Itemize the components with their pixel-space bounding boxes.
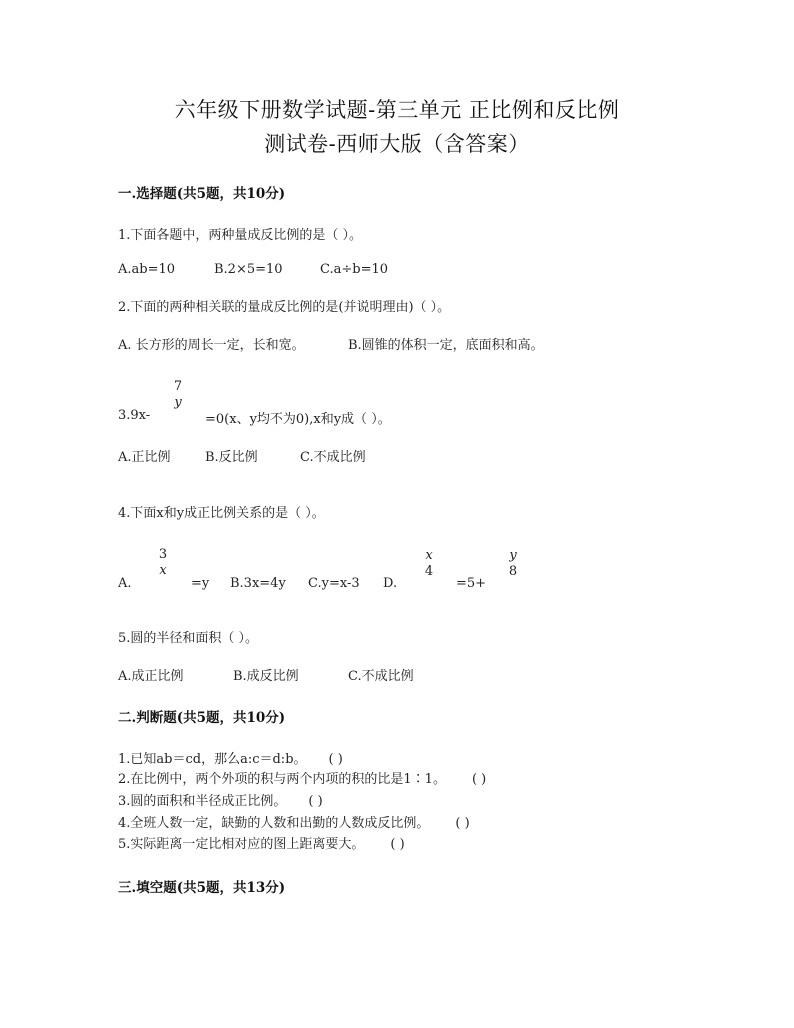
q4-option-d-denominator1: 4 [424,564,434,579]
q5-option-c: C.不成比例 [348,669,414,684]
q4-option-a-suffix: =y [191,576,210,591]
q3-option-a: A.正比例 [118,450,171,465]
judge-item-4 [118,812,470,831]
judge-item-3-blank: ( ) [308,794,323,809]
q4-option-c: C.y=x-3 [308,576,360,591]
q1-stem: 1.下面各题中，两种量成反比例的是（ ）。 [118,228,363,243]
q2-stem: 2.下面的两种相关联的量成反比例的是(并说明理由)（ ）。 [118,300,451,315]
q5-stem: 5.圆的半径和面积（ ）。 [118,631,259,646]
q4-option-a-numerator: 3 [158,547,168,562]
q4-option-d-numerator2: y [509,548,517,563]
page-title-line2: 测试卷-西师大版（含答案） [264,132,530,156]
judge-item-4-blank: ( ) [455,816,470,831]
judge-item-2-blank: ( ) [471,772,487,787]
q1-option-b: B.2×5=10 [214,262,283,277]
q5-option-a: A.成正比例 [118,669,184,684]
judge-item-3 [118,790,323,809]
q4-option-d-fraction1 [421,548,437,580]
q5-option-b: B.成反比例 [233,669,299,684]
q3-option-b: B.反比例 [205,450,258,465]
q4-option-d-denominator2: 8 [508,564,518,579]
q4-option-a-fraction [155,547,171,579]
q2-option-a: A. 长方形的周长一定，长和宽。 [118,338,305,353]
judge-item-3-text: 3.圆的面积和半径成正比例。 [118,794,287,809]
q4-option-d-mid: =5+ [456,576,487,591]
page-title-line1: 六年级下册数学试题-第三单元 正比例和反比例 [174,98,620,122]
judge-item-4-text: 4.全班人数一定，缺勤的人数和出勤的人数成反比例。 [118,816,430,831]
q1-option-a: A.ab=10 [118,262,176,277]
judge-item-1-text: 1.已知ab＝cd，那么a:c＝d:b。 [118,752,307,767]
q3-fraction-numerator: 7 [173,379,183,394]
q3-suffix: =0(x、y均不为0),x和y成（ ）。 [205,412,391,427]
q4-option-b: B.3x=4y [230,576,286,591]
q3-prefix: 3.9x- [118,408,151,423]
section3-heading: 三.填空题(共5题，共13分) [118,880,286,896]
section1-heading: 一.选择题(共5题，共10分) [118,186,286,202]
q4-stem: 4.下面x和y成正比例关系的是（ ）。 [118,506,325,521]
judge-item-1-blank: ( ) [328,752,343,767]
q3-option-c: C.不成比例 [300,450,366,465]
q4-option-a-denominator: x [159,563,167,578]
judge-item-2-text: 2.在比例中，两个外项的积与两个内项的积的比是1∶1。 [118,772,446,787]
judge-item-1 [118,748,343,767]
q3-fraction [170,379,186,411]
judge-item-5-blank: ( ) [390,837,405,852]
judge-item-5 [118,833,405,852]
q4-option-d-fraction2 [505,548,521,580]
q1-option-c: C.a÷b=10 [320,262,389,277]
judge-item-2 [118,768,486,787]
judge-item-5-text: 5.实际距离一定比相对应的图上距离要大。 [118,837,365,852]
q4-option-d-numerator1: x [425,548,433,563]
section2-heading: 二.判断题(共5题，共10分) [118,710,286,726]
q2-option-b: B.圆锥的体积一定，底面积和高。 [348,338,544,353]
q4-option-a-label: A. [118,576,132,591]
q4-option-d-label: D. [383,576,398,591]
q3-fraction-denominator: y [174,395,182,410]
